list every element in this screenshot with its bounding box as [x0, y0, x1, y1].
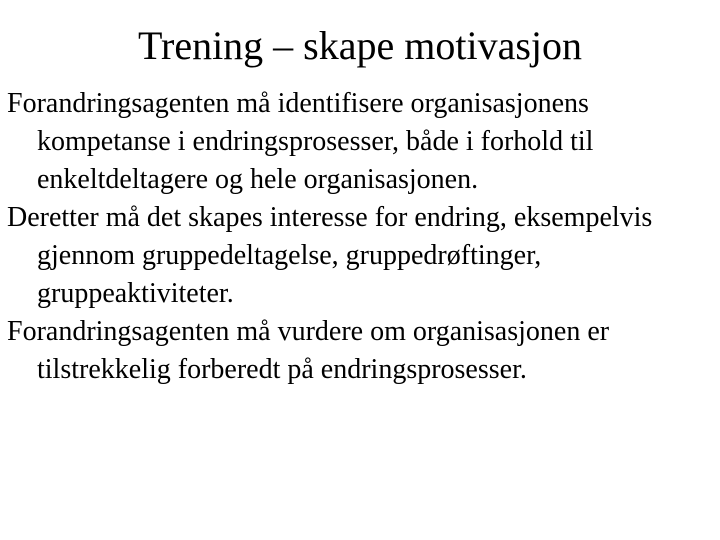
body-paragraph: Forandringsagenten må vurdere om organisasjonen er tilstrekkelig forberedt på endringsprosesser. — [7, 316, 610, 385]
body-paragraph: Deretter må det skapes interesse for endring, eksempelvis gjennom gruppedeltagelse, gruppedrøftinger, gruppeaktiviteter. — [7, 202, 653, 309]
body-paragraph: Forandringsagenten må identifisere organisasjonens kompetanse i endringsprosesser, både i forhold til enkeltdeltagere og hele organisasjonen. — [7, 88, 594, 195]
slide-title: Trening – skape motivasjon — [137, 23, 583, 68]
slide-body — [7, 85, 717, 389]
